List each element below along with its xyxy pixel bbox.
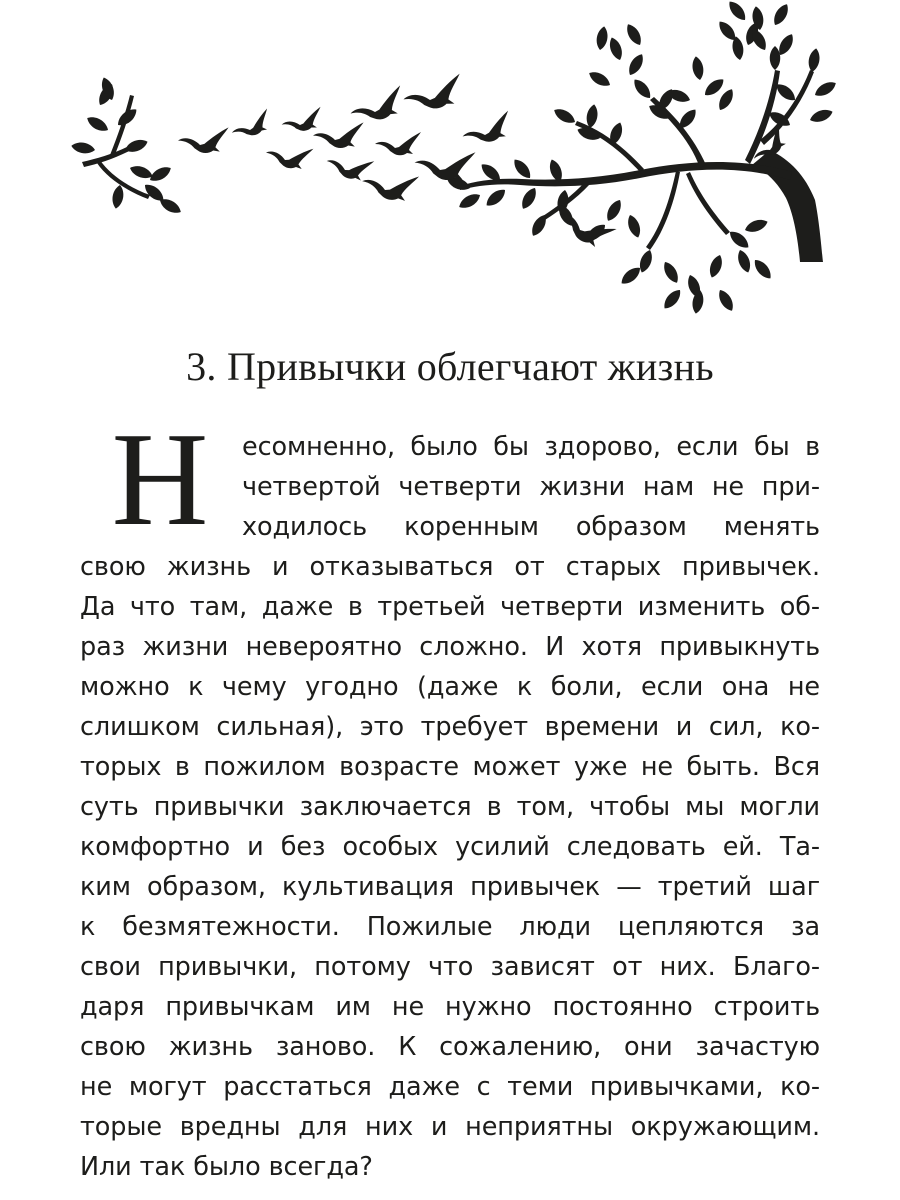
text-line-last: Или так было всегда?: [80, 1152, 373, 1182]
text-line: можно к чему угодно (даже к боли, если она не: [80, 672, 820, 702]
chapter-paragraph: [80, 405, 820, 1187]
chapter-title: 3. Привычки облегчают жизнь: [186, 344, 714, 389]
text-line: не могут расстаться даже с теми привычками, ко-: [80, 1072, 820, 1102]
text-line: даря привычкам им не нужно постоянно строить: [80, 992, 820, 1022]
text-line: слишком сильная), это требует времени и сил, ко-: [80, 712, 820, 742]
text-line: свою жизнь заново. К сожалению, они зачастую: [80, 1032, 820, 1062]
text-line: к безмятежности. Пожилые люди цепляются за: [80, 912, 820, 942]
tree-birds-illustration: [0, 0, 900, 320]
text-line: торые вредны для них и неприятны окружающим.: [80, 1112, 820, 1142]
text-line: торых в пожилом возрасте может уже не быть. Вся: [80, 752, 820, 782]
text-line: есомненно, было бы здорово, если бы в: [242, 432, 820, 462]
text-line: раз жизни невероятно сложно. И хотя привыкнуть: [80, 632, 820, 662]
text-line: Да что там, даже в третьей четверти изменить об-: [80, 592, 820, 622]
text-line: четвертой четверти жизни нам не при-: [242, 472, 820, 502]
text-line: свою жизнь и отказываться от старых привычек.: [80, 552, 820, 582]
text-line: комфортно и без особых усилий следовать ей. Та-: [80, 832, 820, 862]
text-line: суть привычки заключается в том, чтобы мы могли: [80, 792, 820, 822]
text-line: свои привычки, потому что зависят от них. Благо-: [80, 952, 820, 982]
text-line: ходилось коренным образом менять: [242, 512, 820, 542]
drop-cap: Н: [111, 405, 209, 553]
tree-branch: [460, 162, 792, 190]
text-line: ким образом, культивация привычек — третий шаг: [80, 872, 820, 902]
